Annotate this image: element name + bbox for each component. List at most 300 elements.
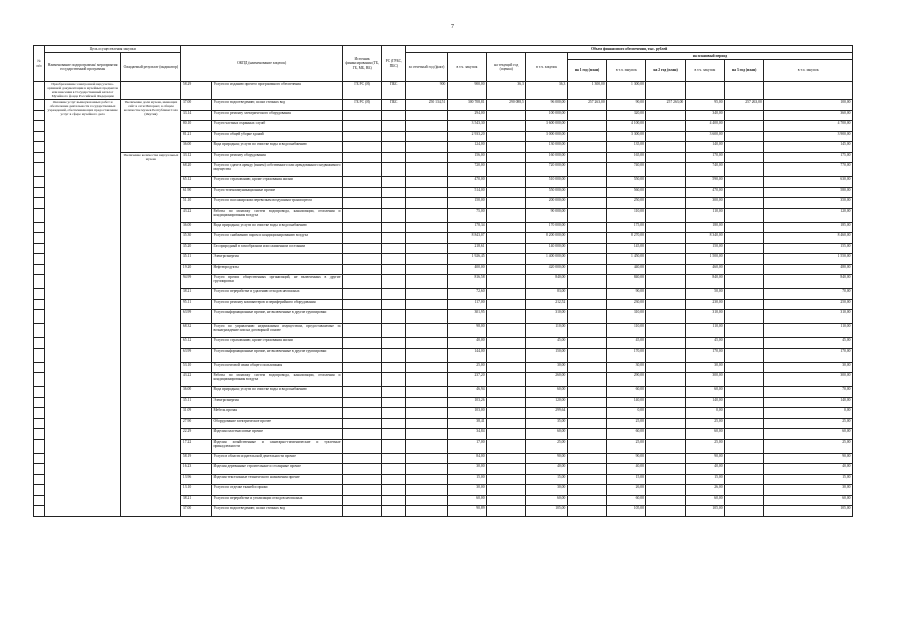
amount-cell: 30,00 (447, 464, 486, 475)
rs-cell (382, 453, 406, 464)
row-number-cell (34, 254, 45, 265)
okpd-code-cell: 38.21 (181, 289, 212, 300)
amount-cell (567, 243, 606, 254)
amount-cell: 290 088,5 (487, 100, 526, 111)
okpd-code-cell: 63.99 (181, 348, 212, 362)
amount-cell: 25,00 (685, 439, 724, 453)
amount-cell (406, 299, 447, 310)
rs-cell: ПБС (382, 100, 406, 111)
okpd-desc-cell: Услуги по пассажирским перевозкам воздушным транспортом (211, 198, 342, 209)
rs-cell (382, 324, 406, 338)
amount-cell (646, 233, 685, 244)
amount-cell (725, 429, 764, 440)
amount-cell: 15,00 (764, 474, 853, 485)
amount-cell: 140,00 (764, 397, 853, 408)
amount-cell: 130 000,00 (526, 142, 567, 153)
okpd-code-cell: 16.23 (181, 464, 212, 475)
row-number-cell (34, 152, 45, 163)
amount-cell (685, 82, 724, 100)
amount-cell: 310,00 (526, 310, 567, 324)
amount-cell: 178,34 (447, 222, 486, 233)
amount-cell: 2 933,20 (447, 131, 486, 142)
amount-cell: 840,00 (526, 275, 567, 289)
amount-cell: 720 000,00 (526, 163, 567, 177)
row-number-cell (34, 362, 45, 373)
okpd-code-cell: 58.29 (181, 82, 212, 100)
amount-cell (567, 142, 606, 153)
amount-cell (567, 464, 606, 475)
rs-cell (382, 121, 406, 132)
amount-cell: 156,00 (447, 152, 486, 163)
amount-cell: 117,00 (447, 299, 486, 310)
amount-cell: 110,00 (607, 324, 646, 338)
amount-cell: 25,00 (447, 362, 486, 373)
amount-cell (567, 275, 606, 289)
amount-cell: 70,00 (764, 387, 853, 398)
amount-cell: 30,00 (526, 362, 567, 373)
source-cell (342, 418, 381, 429)
amount-cell (725, 324, 764, 338)
amount-cell (567, 408, 606, 419)
okpd-desc-cell: Вода природная; услуги по очистке воды и водоснабжению (211, 387, 342, 398)
okpd-desc-cell: Услуги по сдаче в аренду (внаем) собственного или арендованного недвижимого имущества (211, 163, 342, 177)
amount-cell: 300,00 (764, 373, 853, 387)
amount-cell (567, 439, 606, 453)
amount-cell: 185,00 (764, 222, 853, 233)
amount-cell: 45,00 (764, 338, 853, 349)
rs-cell (382, 362, 406, 373)
okpd-desc-cell: Услуги по изданию прочего программного обеспечения (211, 82, 342, 100)
rs-cell (382, 439, 406, 453)
okpd-code-cell: 35.20 (181, 243, 212, 254)
amount-cell (646, 408, 685, 419)
source-cell (342, 121, 381, 132)
row-number-cell (34, 275, 45, 289)
indicator-cell: Увеличение количества виртуальных музеев (121, 152, 181, 516)
amount-cell: 300 708,81 (447, 100, 486, 111)
amount-cell (646, 121, 685, 132)
amount-cell: 230,00 (685, 299, 724, 310)
source-cell: ГБ РС (Я) (342, 82, 381, 100)
amount-cell (725, 418, 764, 429)
amount-cell (487, 397, 526, 408)
okpd-desc-cell: Мебель прочая (211, 408, 342, 419)
amount-cell (646, 177, 685, 188)
amount-cell (646, 163, 685, 177)
amount-cell (646, 187, 685, 198)
amount-cell: 840,00 (607, 275, 646, 289)
source-cell (342, 152, 381, 163)
amount-cell: 3 600,00 (685, 131, 724, 142)
amount-cell: 3 300,00 (607, 131, 646, 142)
amount-cell (646, 387, 685, 398)
amount-cell (725, 338, 764, 349)
amount-cell: 514,00 (447, 187, 486, 198)
amount-cell: 40,00 (447, 338, 486, 349)
amount-cell (725, 152, 764, 163)
amount-cell (487, 310, 526, 324)
okpd-desc-cell: Услуги по общей уборке зданий (211, 131, 342, 142)
amount-cell (567, 373, 606, 387)
amount-cell: 0,00 (764, 408, 853, 419)
okpd-desc-cell: Услуги информационные прочие, не включенные в другие группировки (211, 348, 342, 362)
amount-cell (487, 408, 526, 419)
row-number-cell (34, 324, 45, 338)
amount-cell: 1 550,00 (764, 254, 853, 265)
amount-cell (646, 310, 685, 324)
amount-cell: 103,26 (447, 397, 486, 408)
amount-cell (406, 408, 447, 419)
okpd-header: ОКПД (наименование закупок) (181, 46, 343, 82)
amount-cell (725, 177, 764, 188)
amount-cell: 4 400,00 (685, 121, 724, 132)
amount-cell: 110,00 (526, 324, 567, 338)
amount-cell: 110,00 (607, 208, 646, 222)
amount-cell: 310,00 (764, 310, 853, 324)
amount-cell (406, 222, 447, 233)
amount-cell (646, 289, 685, 300)
amount-cell: 175,00 (764, 152, 853, 163)
amount-cell: 580,00 (764, 187, 853, 198)
amount-cell (487, 418, 526, 429)
amount-cell: 144,00 (447, 348, 486, 362)
amount-cell (725, 453, 764, 464)
amount-cell (487, 254, 526, 265)
okpd-code-cell: 36.00 (181, 387, 212, 398)
amount-cell: 250,00 (607, 198, 646, 209)
amount-cell (567, 163, 606, 177)
amount-cell: 90,00 (607, 453, 646, 464)
row-number-cell (34, 495, 45, 506)
amount-cell (487, 152, 526, 163)
amount-cell: 1 400 000,00 (526, 254, 567, 265)
source-cell (342, 299, 381, 310)
amount-cell: 340,00 (685, 110, 724, 121)
amount-cell (487, 348, 526, 362)
okpd-desc-cell: Услуги прочих общественных организаций, не включенных в другие группировки (211, 275, 342, 289)
amount-cell (567, 348, 606, 362)
amount-cell (646, 348, 685, 362)
amount-cell (646, 198, 685, 209)
amount-cell: 105,00 (607, 506, 646, 517)
source-cell (342, 131, 381, 142)
amount-cell (725, 110, 764, 121)
amount-cell (487, 177, 526, 188)
okpd-code-cell: 43.22 (181, 208, 212, 222)
amount-cell (646, 299, 685, 310)
y3-header: на 3 год (план) (725, 60, 764, 82)
amount-cell (725, 474, 764, 485)
amount-cell: 90,00 (526, 453, 567, 464)
amount-cell (567, 310, 606, 324)
amount-cell: 250,00 (764, 299, 853, 310)
amount-cell: 150,00 (685, 243, 724, 254)
amount-cell: 110,00 (685, 208, 724, 222)
amount-cell (487, 187, 526, 198)
okpd-desc-cell: Изделия текстильные технического назначения прочие (211, 474, 342, 485)
okpd-code-cell: 33.14 (181, 110, 212, 121)
okpd-code-cell: 36.00 (181, 222, 212, 233)
okpd-desc-cell: Услуги по ремонту компьютеров и периферийного оборудования (211, 299, 342, 310)
rs-cell (382, 142, 406, 153)
amount-cell (487, 243, 526, 254)
amount-cell: 145,00 (764, 142, 853, 153)
amount-cell (406, 495, 447, 506)
amount-cell: 294,00 (447, 110, 486, 121)
amount-cell: 90,00 (607, 289, 646, 300)
amount-cell (406, 506, 447, 517)
row-number-cell (34, 453, 45, 464)
amount-cell: 4 100,00 (607, 121, 646, 132)
amount-cell: 301,95 (447, 310, 486, 324)
rs-cell (382, 208, 406, 222)
row-number-cell (34, 439, 45, 453)
indicator-header: Ожидаемый результат (индикатор) (121, 53, 181, 82)
source-cell (342, 289, 381, 300)
row-number-cell (34, 429, 45, 440)
amount-cell: 218,61 (447, 243, 486, 254)
amount-cell: 124,00 (447, 142, 486, 153)
amount-cell (725, 131, 764, 142)
source-cell (342, 177, 381, 188)
amount-cell: 237,20 (447, 373, 486, 387)
amount-cell (646, 439, 685, 453)
amount-cell: 170 000,00 (526, 222, 567, 233)
amount-cell: 900,00 (447, 82, 486, 100)
source-cell (342, 208, 381, 222)
row-number-cell (34, 243, 45, 254)
amount-cell (567, 495, 606, 506)
amount-cell (487, 289, 526, 300)
row-number-cell (34, 208, 45, 222)
okpd-desc-cell: Услуги по страхованию, кроме страхования жизни (211, 177, 342, 188)
amount-cell (567, 289, 606, 300)
amount-cell (567, 152, 606, 163)
okpd-code-cell: 95.11 (181, 299, 212, 310)
amount-cell: 45,00 (607, 338, 646, 349)
amount-cell (487, 439, 526, 453)
amount-cell (406, 110, 447, 121)
rs-cell (382, 506, 406, 517)
row-number-cell (34, 408, 45, 419)
okpd-code-cell: 58.19 (181, 453, 212, 464)
amount-cell (487, 464, 526, 475)
amount-cell (725, 233, 764, 244)
amount-cell: 170,00 (607, 348, 646, 362)
rs-cell (382, 373, 406, 387)
amount-cell (567, 474, 606, 485)
task-header: Цель осуществления закупки (44, 46, 180, 53)
okpd-desc-cell: Услуги по переработке и удалению отходов неопасных (211, 289, 342, 300)
amount-cell: 35,00 (526, 418, 567, 429)
amount-cell: 299,64 (526, 408, 567, 419)
amount-cell (725, 464, 764, 475)
amount-cell (646, 506, 685, 517)
amount-cell: 816,58 (447, 275, 486, 289)
amount-cell: 84,00 (447, 453, 486, 464)
okpd-code-cell: 68.20 (181, 163, 212, 177)
amount-cell (646, 82, 685, 100)
source-cell (342, 439, 381, 453)
amount-cell (725, 506, 764, 517)
rs-cell (382, 418, 406, 429)
goal-cell: Преобразование электронной вид учетно-архивной документации в музейных предметов или внесения в Государственный каталог Музейного фонда Российской Федерации (44, 82, 120, 100)
okpd-desc-cell: Услуги по переработке и утилизации отходов неопасных (211, 495, 342, 506)
rs-cell (382, 310, 406, 324)
okpd-desc-cell: Услуги по страхованию, кроме страхования жизни (211, 338, 342, 349)
row-number-cell (34, 100, 45, 111)
amount-cell: 145,00 (607, 243, 646, 254)
amount-cell: 510 000,00 (526, 177, 567, 188)
amount-cell (725, 348, 764, 362)
rs-cell (382, 429, 406, 440)
amount-cell (725, 243, 764, 254)
amount-cell: 290,00 (607, 373, 646, 387)
row-number-cell (34, 464, 45, 475)
source-cell (342, 464, 381, 475)
amount-cell: 170,00 (685, 152, 724, 163)
purchases5-header: в т.ч. закупок (764, 60, 853, 82)
amount-cell (406, 208, 447, 222)
okpd-code-cell: 43.22 (181, 373, 212, 387)
amount-cell (487, 163, 526, 177)
amount-cell: 105,00 (685, 506, 724, 517)
amount-cell (567, 187, 606, 198)
amount-cell (567, 506, 606, 517)
amount-cell (646, 464, 685, 475)
amount-cell (725, 408, 764, 419)
row-number-cell (34, 110, 45, 121)
amount-cell: 120,00 (526, 397, 567, 408)
amount-cell: 45,00 (685, 338, 724, 349)
y1-header: на 1 год (план) (567, 60, 606, 82)
rs-cell: ПБС (382, 82, 406, 100)
table-body (34, 82, 853, 517)
amount-cell (406, 485, 447, 496)
amount-cell: 740,00 (685, 163, 724, 177)
amount-cell: 770,00 (764, 163, 853, 177)
amount-cell (567, 429, 606, 440)
amount-cell: 30,00 (685, 362, 724, 373)
okpd-desc-cell: Газ природный в газообразном или сжиженном состоянии (211, 243, 342, 254)
amount-cell: 350,00 (764, 198, 853, 209)
rs-cell (382, 254, 406, 265)
source-header: Источник финансирования (ГБ, ГБ, МБ, ВБ) (342, 46, 381, 82)
source-cell (342, 275, 381, 289)
okpd-desc-cell: Услуги по снабжению паром и кондиционированию воздуха (211, 233, 342, 244)
amount-cell: 150,00 (447, 198, 486, 209)
amount-cell (487, 387, 526, 398)
okpd-desc-cell: Услуги по ремонту электрического оборудования (211, 110, 342, 121)
amount-cell: 34,84 (447, 429, 486, 440)
amount-cell (646, 110, 685, 121)
amount-cell (487, 324, 526, 338)
source-cell (342, 324, 381, 338)
okpd-desc-cell: Изделия хозяйственные и санитарно-гигиенические и туалетные принадлежности (211, 439, 342, 453)
row-number-cell (34, 222, 45, 233)
amount-cell (567, 177, 606, 188)
amount-cell: 310,00 (685, 310, 724, 324)
okpd-code-cell: 65.12 (181, 338, 212, 349)
okpd-code-cell: 61.90 (181, 187, 212, 198)
page-number: 7 (451, 24, 454, 30)
amount-cell: 60,00 (526, 429, 567, 440)
amount-cell (406, 373, 447, 387)
amount-cell: 15,00 (607, 474, 646, 485)
amount-cell: 165,00 (607, 152, 646, 163)
amount-cell: 175,00 (607, 222, 646, 233)
amount-cell: 257 263,00 (646, 100, 685, 111)
amount-cell (567, 397, 606, 408)
source-cell (342, 474, 381, 485)
amount-cell (567, 233, 606, 244)
amount-cell (567, 264, 606, 275)
row-number-cell (34, 397, 45, 408)
amount-cell (487, 198, 526, 209)
amount-cell: 95,00 (685, 100, 724, 111)
amount-cell (646, 243, 685, 254)
okpd-desc-cell: Услуги по водоотведению; шлам сточных вод (211, 506, 342, 517)
rs-header: РС (ГРБС, ПБС) (382, 46, 406, 82)
y2-header: на 2 год (план) (646, 60, 685, 82)
amount-cell: 40,00 (764, 464, 853, 475)
amount-cell: 900 (406, 82, 447, 100)
amount-cell: 480,00 (764, 264, 853, 275)
amount-cell (406, 243, 447, 254)
amount-cell (646, 142, 685, 153)
amount-cell (567, 338, 606, 349)
amount-cell (725, 222, 764, 233)
amount-cell: 1 300,00 (567, 82, 606, 100)
amount-cell: 630,00 (764, 177, 853, 188)
amount-cell (725, 254, 764, 265)
amount-cell: 3 543,30 (447, 121, 486, 132)
amount-cell (487, 429, 526, 440)
amount-cell (406, 324, 447, 338)
amount-cell (406, 310, 447, 324)
amount-cell: 400,00 (447, 264, 486, 275)
amount-cell: 25,00 (607, 439, 646, 453)
amount-cell (406, 152, 447, 163)
amount-cell (725, 208, 764, 222)
amount-cell: 212,52 (526, 299, 567, 310)
amount-cell: 98,00 (447, 324, 486, 338)
amount-cell: 83,00 (526, 289, 567, 300)
rs-cell (382, 243, 406, 254)
rs-cell (382, 299, 406, 310)
amount-cell: 170,00 (764, 348, 853, 362)
amount-cell (487, 485, 526, 496)
rs-cell (382, 177, 406, 188)
amount-cell: 140,00 (685, 397, 724, 408)
amount-cell: 155,00 (764, 243, 853, 254)
okpd-code-cell: 17.22 (181, 439, 212, 453)
amount-cell (487, 495, 526, 506)
amount-cell: 150,00 (526, 348, 567, 362)
rs-cell (382, 387, 406, 398)
row-number-cell (34, 142, 45, 153)
amount-cell (406, 418, 447, 429)
rs-cell (382, 163, 406, 177)
rs-cell (382, 485, 406, 496)
rs-cell (382, 187, 406, 198)
amount-cell: 75,00 (447, 208, 486, 222)
amount-cell: 15,00 (685, 474, 724, 485)
row-number-cell (34, 506, 45, 517)
row-number-cell (34, 418, 45, 429)
amount-cell: 440,00 (607, 264, 646, 275)
amount-cell (487, 474, 526, 485)
